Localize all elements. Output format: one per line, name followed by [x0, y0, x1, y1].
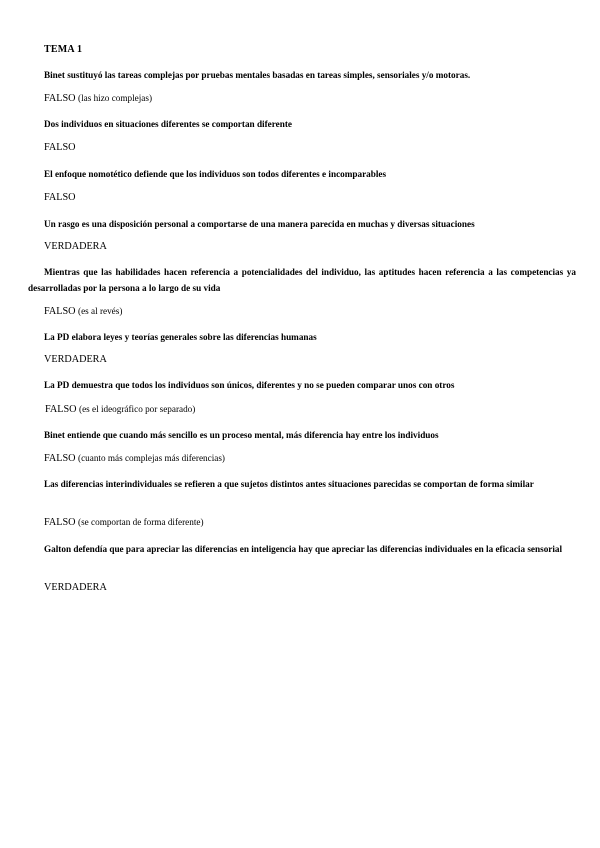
- answer-5-value: FALSO: [44, 306, 76, 317]
- question-5: Mientras que las habilidades hacen referencia a potencialidades del individuo, las aptitudes hacen referencia a las competencias ya desarrolladas por la persona a lo largo de su vida: [28, 267, 576, 293]
- answer-2: [44, 142, 76, 153]
- question-8: Binet entiende que cuando más sencillo es un proceso mental, más diferencia hay entre los individuos: [44, 430, 439, 440]
- answer-1-value: FALSO: [44, 93, 76, 104]
- question-1: Binet sustituyó las tareas complejas por pruebas mentales basadas en tareas simples, sensoriales y/o motoras.: [44, 70, 471, 80]
- question-2: Dos individuos en situaciones diferentes se comportan diferente: [44, 119, 292, 129]
- answer-9-value: FALSO: [44, 517, 76, 528]
- answer-5-note: (es al revés): [78, 306, 123, 316]
- answer-7-value: FALSO: [45, 404, 77, 415]
- answer-9: [44, 517, 204, 528]
- answer-6-value: VERDADERA: [44, 354, 107, 365]
- answer-7-note: (es el ideográfico por separado): [79, 404, 196, 414]
- answer-7: [45, 404, 195, 415]
- document-title: TEMA 1: [44, 44, 83, 55]
- question-10: Galton defendía que para apreciar las diferencias en inteligencia hay que apreciar las diferencias individuales en la eficacia sensorial: [44, 544, 563, 554]
- answer-3-value: FALSO: [44, 192, 76, 203]
- answer-5: [44, 306, 122, 317]
- answer-2-value: FALSO: [44, 142, 76, 153]
- question-6: La PD elabora leyes y teorías generales sobre las diferencias humanas: [44, 332, 317, 342]
- answer-8-value: FALSO: [44, 453, 76, 464]
- answer-8-note: (cuanto más complejas más diferencias): [78, 453, 225, 463]
- question-4: Un rasgo es una disposición personal a comportarse de una manera parecida en muchas y diversas situaciones: [44, 219, 475, 229]
- answer-9-note: (se comportan de forma diferente): [78, 517, 204, 527]
- answer-10: [44, 582, 107, 593]
- question-9: Las diferencias interindividuales se refieren a que sujetos distintos antes situaciones parecidas se comportan de forma similar: [44, 479, 534, 489]
- answer-8: [44, 453, 225, 464]
- answer-4: [44, 241, 107, 252]
- answer-4-value: VERDADERA: [44, 241, 107, 252]
- answer-3: [44, 192, 76, 203]
- answer-1-note: (las hizo complejas): [78, 93, 153, 103]
- answer-1: [44, 93, 152, 104]
- question-3: El enfoque nomotético defiende que los individuos son todos diferentes e incomparables: [44, 169, 387, 179]
- question-7: La PD demuestra que todos los individuos son únicos, diferentes y no se pueden comparar unos con otros: [44, 380, 455, 390]
- answer-6: [44, 354, 107, 365]
- answer-10-value: VERDADERA: [44, 582, 107, 593]
